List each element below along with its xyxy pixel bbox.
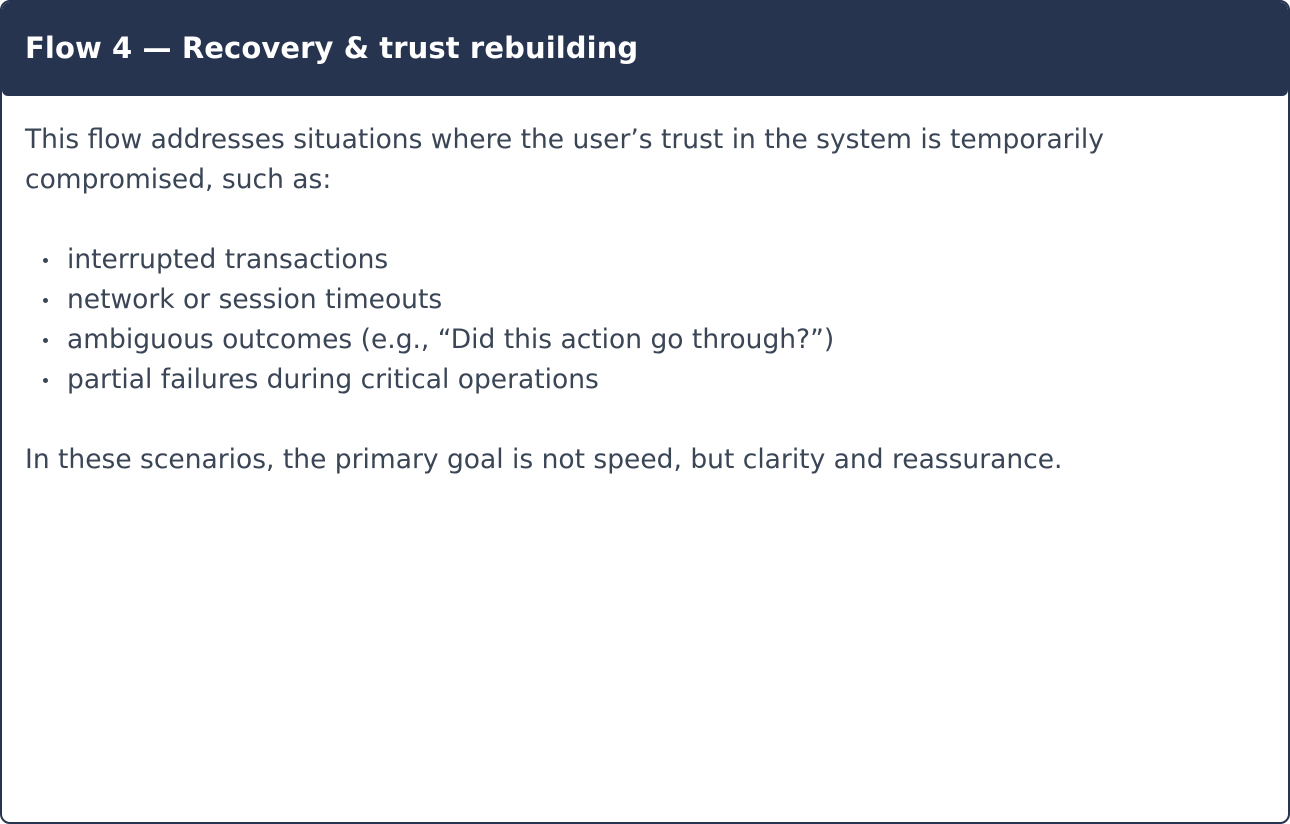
bullet-dot-icon	[43, 258, 48, 263]
list-item-text: ambiguous outcomes (e.g., “Did this action go through?”)	[67, 324, 835, 355]
list-item-text: interrupted transactions	[67, 244, 389, 275]
bullet-dot-icon	[43, 378, 48, 383]
card-title: Flow 4 — Recovery & trust rebuilding	[25, 31, 639, 65]
card-header	[2, 2, 1288, 96]
closing-paragraph: In these scenarios, the primary goal is not speed, but clarity and reassurance.	[25, 444, 1063, 475]
bullet-dot-icon	[43, 298, 48, 303]
list-item	[25, 240, 1268, 280]
list-item-text: partial failures during critical operations	[67, 364, 599, 395]
bullet-dot-icon	[43, 338, 48, 343]
list-item	[25, 360, 1268, 400]
scenario-list	[25, 240, 1268, 400]
card-body	[2, 96, 1288, 480]
intro-paragraph: This flow addresses situations where the user’s trust in the system is temporarily compromised, such as:	[25, 124, 1104, 195]
list-item-text: network or session timeouts	[67, 284, 443, 315]
list-item	[25, 280, 1268, 320]
list-item	[25, 320, 1268, 360]
